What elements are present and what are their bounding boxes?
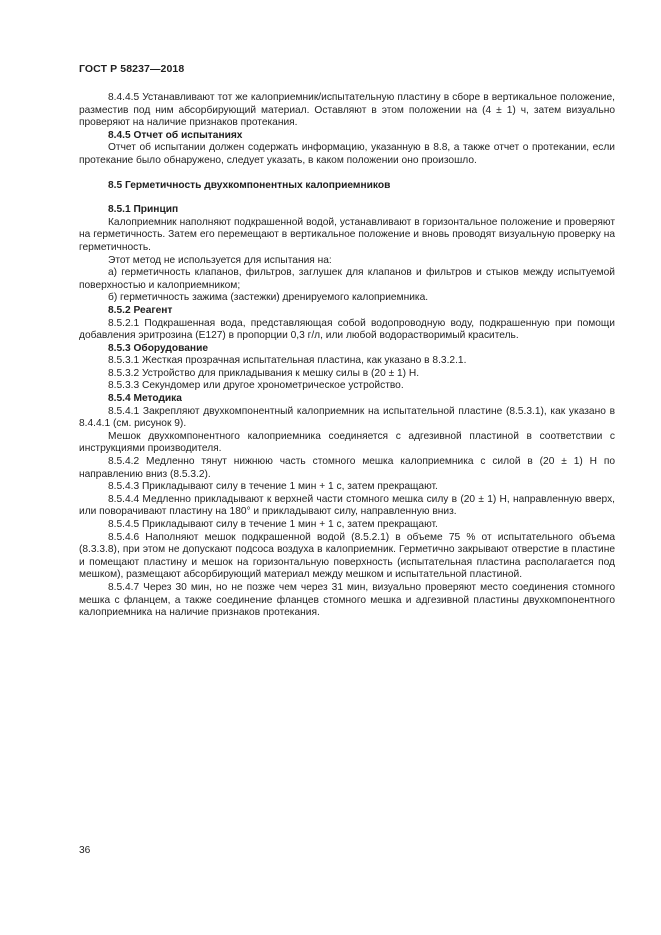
- section-heading: 8.5 Герметичность двухкомпонентных калоприемников: [108, 179, 391, 191]
- section-heading: 8.5.2 Реагент: [108, 304, 173, 316]
- paragraph: 8.5.4.3 Прикладывают силу в течение 1 мин + 1 с, затем прекращают.: [108, 481, 438, 493]
- section-heading: 8.5.3 Оборудование: [108, 342, 208, 354]
- paragraph: Мешок двухкомпонентного калоприемника соединяется с адгезивной пластиной в соответствии с инструкциями производителя.: [79, 430, 615, 455]
- paragraph: а) герметичность клапанов, фильтров, заглушек для клапанов и фильтров и стыков между испытуемой поверхностью и калоприемником;: [79, 267, 615, 291]
- paragraph: 8.4.4.5 Устанавливают тот же калоприемник/испытательную пластину в сборе в вертикальное положение, разместив под ним абсорбирующий материал. Оставляют в этом положении на (4 ± 1) ч, затем визуально проверяют на наличие признаков протекания.: [79, 92, 615, 129]
- paragraph: Калоприемник наполняют подкрашенной водой, устанавливают в горизонтальное положение и проверяют на герметичность. Затем его перемещают в вертикальное положение и вновь проводят визуальную проверку на герметичность.: [79, 216, 615, 253]
- paragraph: 8.5.4.5 Прикладывают силу в течение 1 мин + 1 с, затем прекращают.: [108, 519, 438, 530]
- paragraph: б) герметичность зажима (застежки) дренируемого калоприемника.: [108, 292, 429, 304]
- page-number: 36: [79, 845, 91, 856]
- paragraph: Отчет об испытании должен содержать информацию, указанную в 8.8, а также отчет о протекании, если протекание было обнаружено, следует указать, в каком положении оно произошло.: [79, 142, 615, 166]
- paragraph: 8.5.2.1 Подкрашенная вода, представляющая собой водопроводную воду, подкрашенную при помощи добавления эритрозина (E127) в пропорции 0,3 г/л, или любой водорастворимый краситель.: [79, 317, 615, 342]
- paragraph: 8.5.3.2 Устройство для прикладывания к мешку силы в (20 ± 1) Н.: [108, 367, 420, 379]
- document-header: ГОСТ Р 58237—2018: [79, 63, 185, 75]
- section-heading: 8.5.1 Принцип: [108, 204, 179, 216]
- section-heading: 8.5.4 Методика: [108, 393, 182, 405]
- paragraph: 8.5.3.3 Секундомер или другое хронометрическое устройство.: [108, 380, 404, 392]
- paragraph: 8.5.4.7 Через 30 мин, но не позже чем через 31 мин, визуально проверяют место соединения стомного мешка с фланцем, а также соединение фланцев стомного мешка и адгезивной пластины двухкомпонентного калоприемника на наличие признаков протекания.: [79, 581, 615, 619]
- paragraph: 8.5.3.1 Жесткая прозрачная испытательная пластина, как указано в 8.3.2.1.: [108, 355, 467, 367]
- paragraph: 8.5.4.4 Медленно прикладывают к верхней части стомного мешка силу в (20 ± 1) Н, направленную вверх, или поворачивают пластину на 180° и прикладывают силу, направленную вниз.: [79, 493, 615, 518]
- paragraph: 8.5.4.6 Наполняют мешок подкрашенной водой (8.5.2.1) в объеме 75 % от испытательного объема (8.3.3.8), при этом не допускают подсоса воздуха в калоприемник. Герметично закрывают отверстие в пластине и помещают пластину и мешок на горизонтальную поверхность (испытательная пластина располагается под мешком), размещают абсорбирующий материал между мешком и испытательной пластиной.: [79, 531, 615, 581]
- document-body: [79, 92, 615, 620]
- section-heading: 8.4.5 Отчет об испытаниях: [108, 129, 243, 141]
- paragraph: 8.5.4.2 Медленно тянут нижнюю часть стомного мешка калоприемника с силой в (20 ± 1) Н по направлению вниз (8.5.3.2).: [79, 456, 615, 480]
- paragraph: 8.5.4.1 Закрепляют двухкомпонентный калоприемник на испытательной пластине (8.5.3.1), как указано в 8.4.4.1 (см. рисунок 9).: [79, 405, 615, 430]
- paragraph: Этот метод не используется для испытания на:: [108, 254, 332, 266]
